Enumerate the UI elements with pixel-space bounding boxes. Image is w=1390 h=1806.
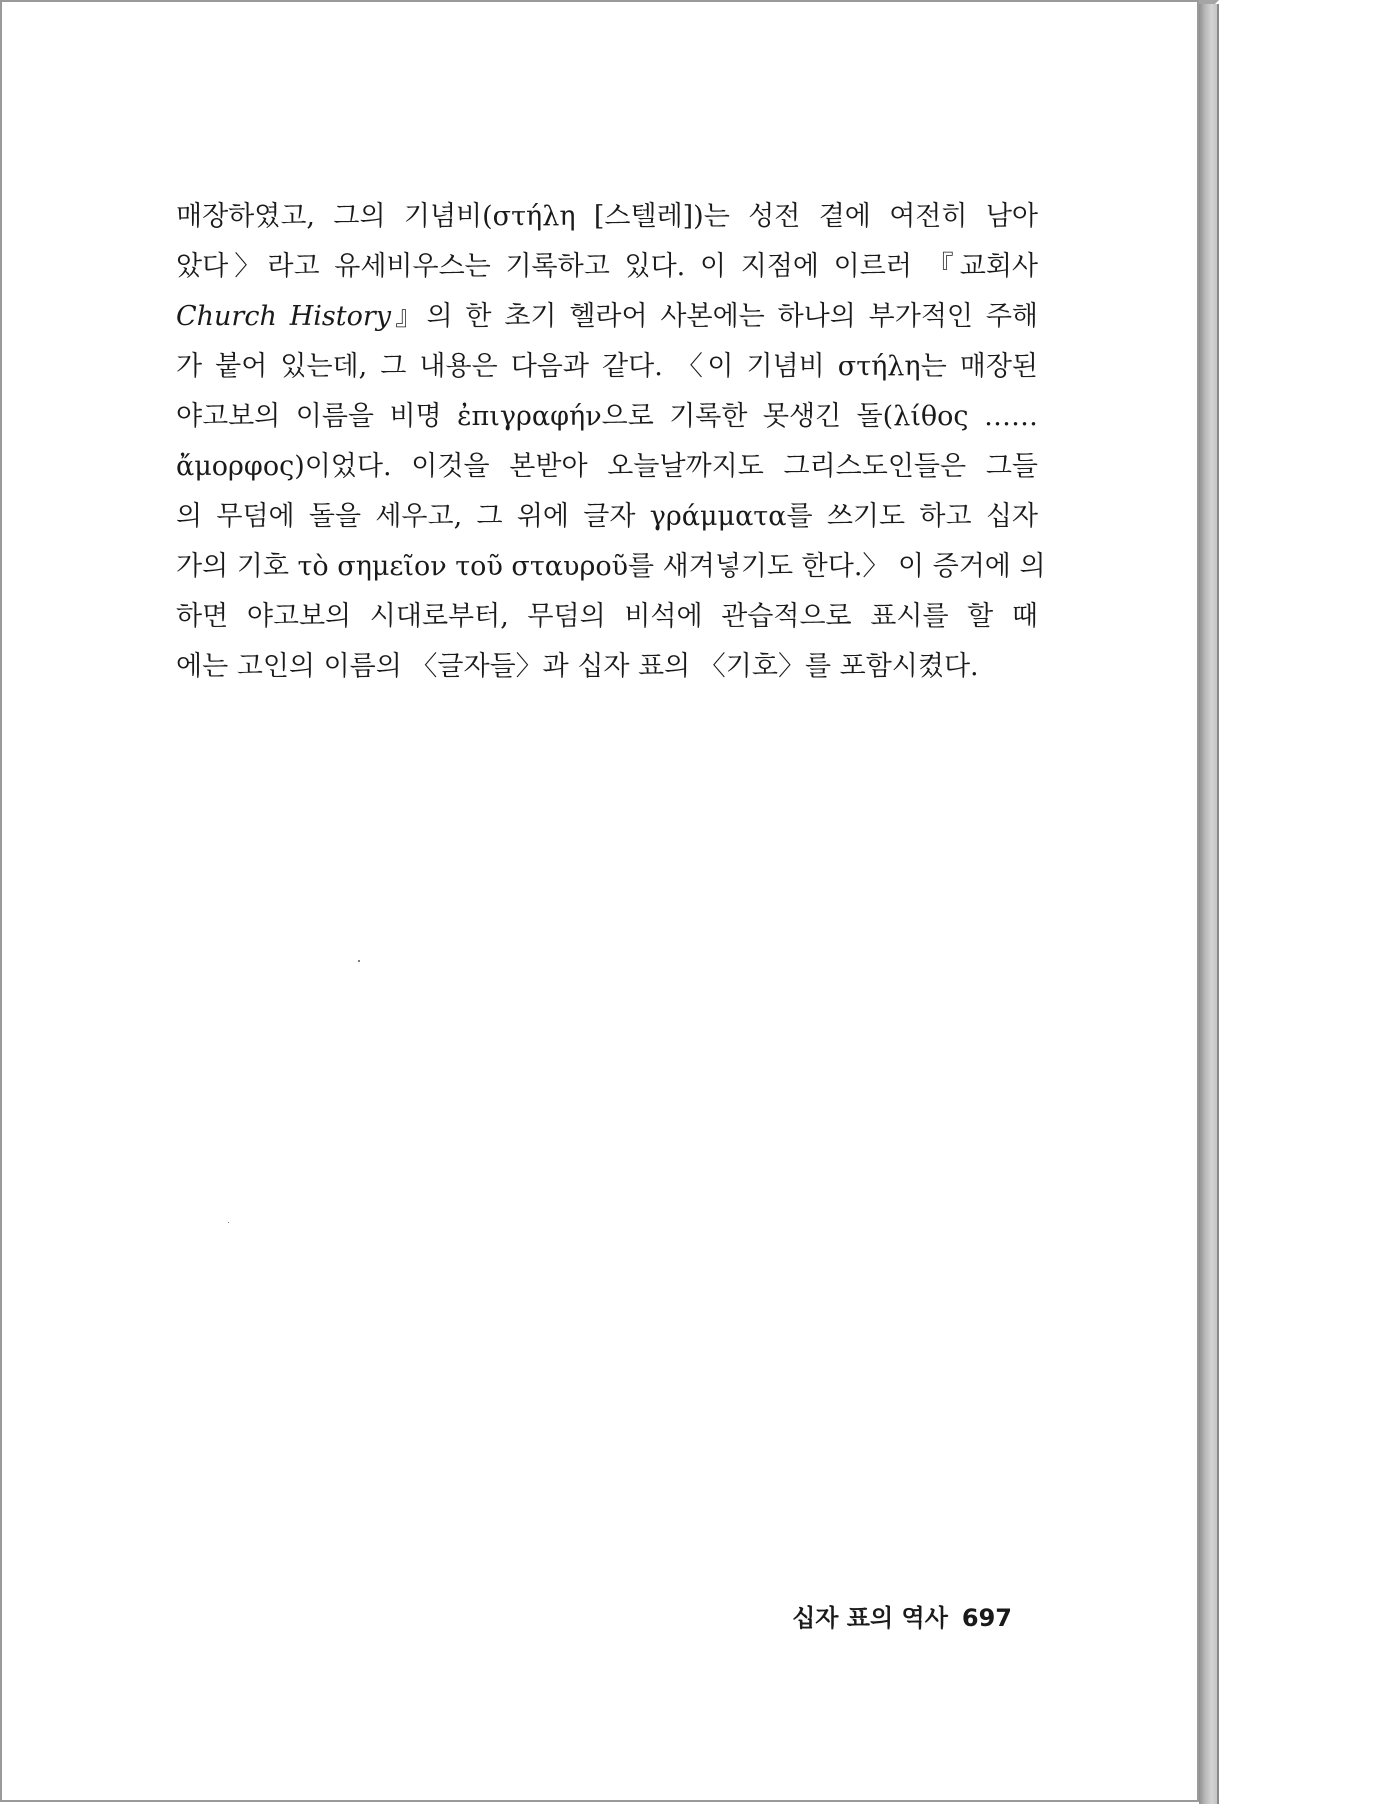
text-line-1: 매장하였고, 그의 기념비(στήλη [스텔레])는 성전 곁에 여전히 남아	[176, 201, 1038, 232]
text-line-9: 하면 야고보의 시대로부터, 무덤의 비석에 관습적으로 표시를 할 때	[176, 601, 1038, 632]
page-edge-shadow	[1199, 4, 1219, 1804]
text-line-4: 가 붙어 있는데, 그 내용은 다음과 같다. 〈이 기념비 στήλη는 매장된	[176, 351, 1038, 382]
scan-speck	[358, 960, 360, 962]
page-number: 697	[961, 1604, 1012, 1632]
text-line-5: 야고보의 이름을 비명 ἐπιγραφήν으로 기록한 못생긴 돌(λίθος ……	[176, 401, 1038, 432]
scan-speck	[228, 1222, 229, 1223]
body-paragraph	[176, 192, 1046, 692]
text-line-3	[176, 292, 1038, 342]
text-line-7: 의 무덤에 돌을 세우고, 그 위에 글자 γράμματα를 쓰기도 하고 십자	[176, 501, 1038, 532]
page-footer	[762, 1598, 1012, 1633]
text-line-6: ἄμορφος)이었다. 이것을 본받아 오늘날까지도 그리스도인들은 그들	[176, 451, 1038, 482]
text-line-2: 았다〉라고 유세비우스는 기록하고 있다. 이 지점에 이르러 『교회사	[176, 251, 1038, 282]
text-line-8: 가의 기호 τὸ σημεῖον τοῦ σταυροῦ를 새겨넣기도 한다.〉 이 증거에 의	[176, 551, 1046, 582]
running-title: 십자 표의 역사	[792, 1604, 948, 1632]
text-line-10: 에는 고인의 이름의 〈글자들〉과 십자 표의 〈기호〉를 포함시켰다.	[176, 651, 979, 682]
text-line-3-rest: 』의 한 초기 헬라어 사본에는 하나의 부가적인 주해	[391, 301, 1038, 332]
book-title-italic: Church History	[176, 301, 391, 332]
